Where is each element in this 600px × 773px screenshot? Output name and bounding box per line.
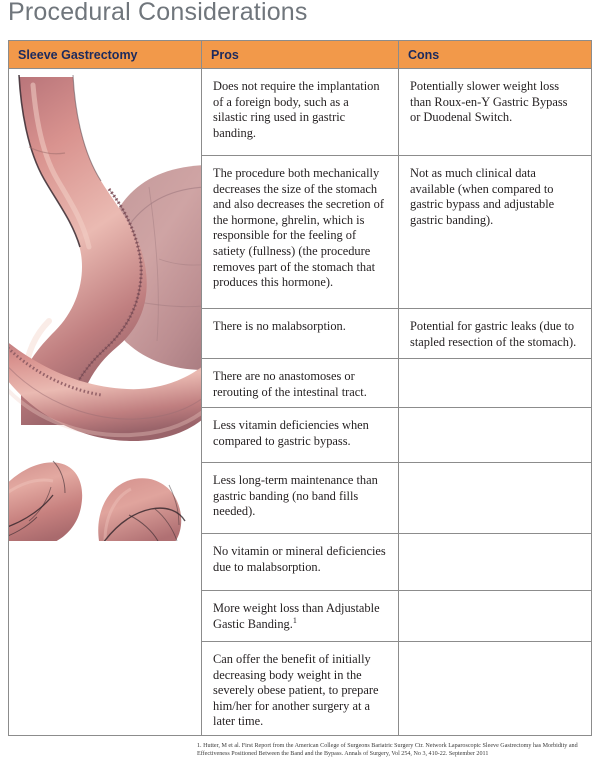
pros-cell: Does not require the implantation of a foreign body, such as a silastic ring used in gastric banding.: [202, 69, 398, 156]
pros-cell: There are no anastomoses or rerouting of the intestinal tract.: [202, 359, 398, 408]
cons-cell-empty: [399, 534, 591, 591]
pros-cell: The procedure both mechanically decreases the size of the stomach and also decreases the secretion of the hormone, ghrelin, which is responsible for the feeling of satiety (fullness) (the procedure removes part of the stomach that produces this hormone).: [202, 156, 398, 309]
cons-cell-empty: [399, 591, 591, 642]
procedural-considerations-table: [8, 40, 592, 736]
cons-cell: Potentially slower weight loss than Roux-en-Y Gastric Bypass or Duodenal Switch.: [399, 69, 591, 156]
pros-cell: Less vitamin deficiencies when compared to gastric bypass.: [202, 408, 398, 463]
cons-cell: Potential for gastric leaks (due to stapled resection of the stomach).: [399, 309, 591, 359]
column-header-pros: Pros: [202, 41, 399, 68]
pros-cell-text: More weight loss than Adjustable Gastic Banding.: [213, 601, 380, 631]
pros-cell: No vitamin or mineral deficiencies due to malabsorption.: [202, 534, 398, 591]
cons-cell-empty: [399, 463, 591, 534]
pros-cell-with-footnote: [202, 591, 398, 642]
table-body: [9, 69, 591, 736]
pros-cell: There is no malabsorption.: [202, 309, 398, 359]
footnote-citation: 1. Hutter, M et al. First Report from the American College of Surgeons Bariatric Surgery Ctr. Network Laparoscopic Sleeve Gastrectomy has Morbidity and Effectiveness Positioned Between the Band and the Bypass. Annals of Surgery, Vol 254, No 3, 410-22. September 2011: [197, 743, 578, 758]
sleeve-gastrectomy-anatomy-illustration: [9, 69, 201, 541]
pros-cell: Can offer the benefit of initially decreasing body weight in the severely obese patient, to prepare him/her for another surgery at a later time.: [213, 652, 379, 729]
footnote-marker: 1: [292, 615, 297, 625]
table-header-row: [9, 41, 591, 69]
cons-cell-empty: [399, 359, 591, 408]
page-title: Procedural Considerations: [8, 0, 308, 26]
column-header-cons: Cons: [408, 47, 440, 62]
procedure-illustration-column: [9, 69, 202, 736]
pros-cell: Less long-term maintenance than gastric banding (no band fills needed).: [202, 463, 398, 534]
pros-column: [202, 69, 399, 736]
column-header-procedure: Sleeve Gastrectomy: [9, 41, 202, 68]
cons-cell-empty: [399, 642, 591, 736]
cons-column: [399, 69, 591, 736]
cons-cell-empty: [399, 408, 591, 463]
cons-cell: Not as much clinical data available (when compared to gastric bypass and adjustable gastric banding).: [399, 156, 591, 309]
